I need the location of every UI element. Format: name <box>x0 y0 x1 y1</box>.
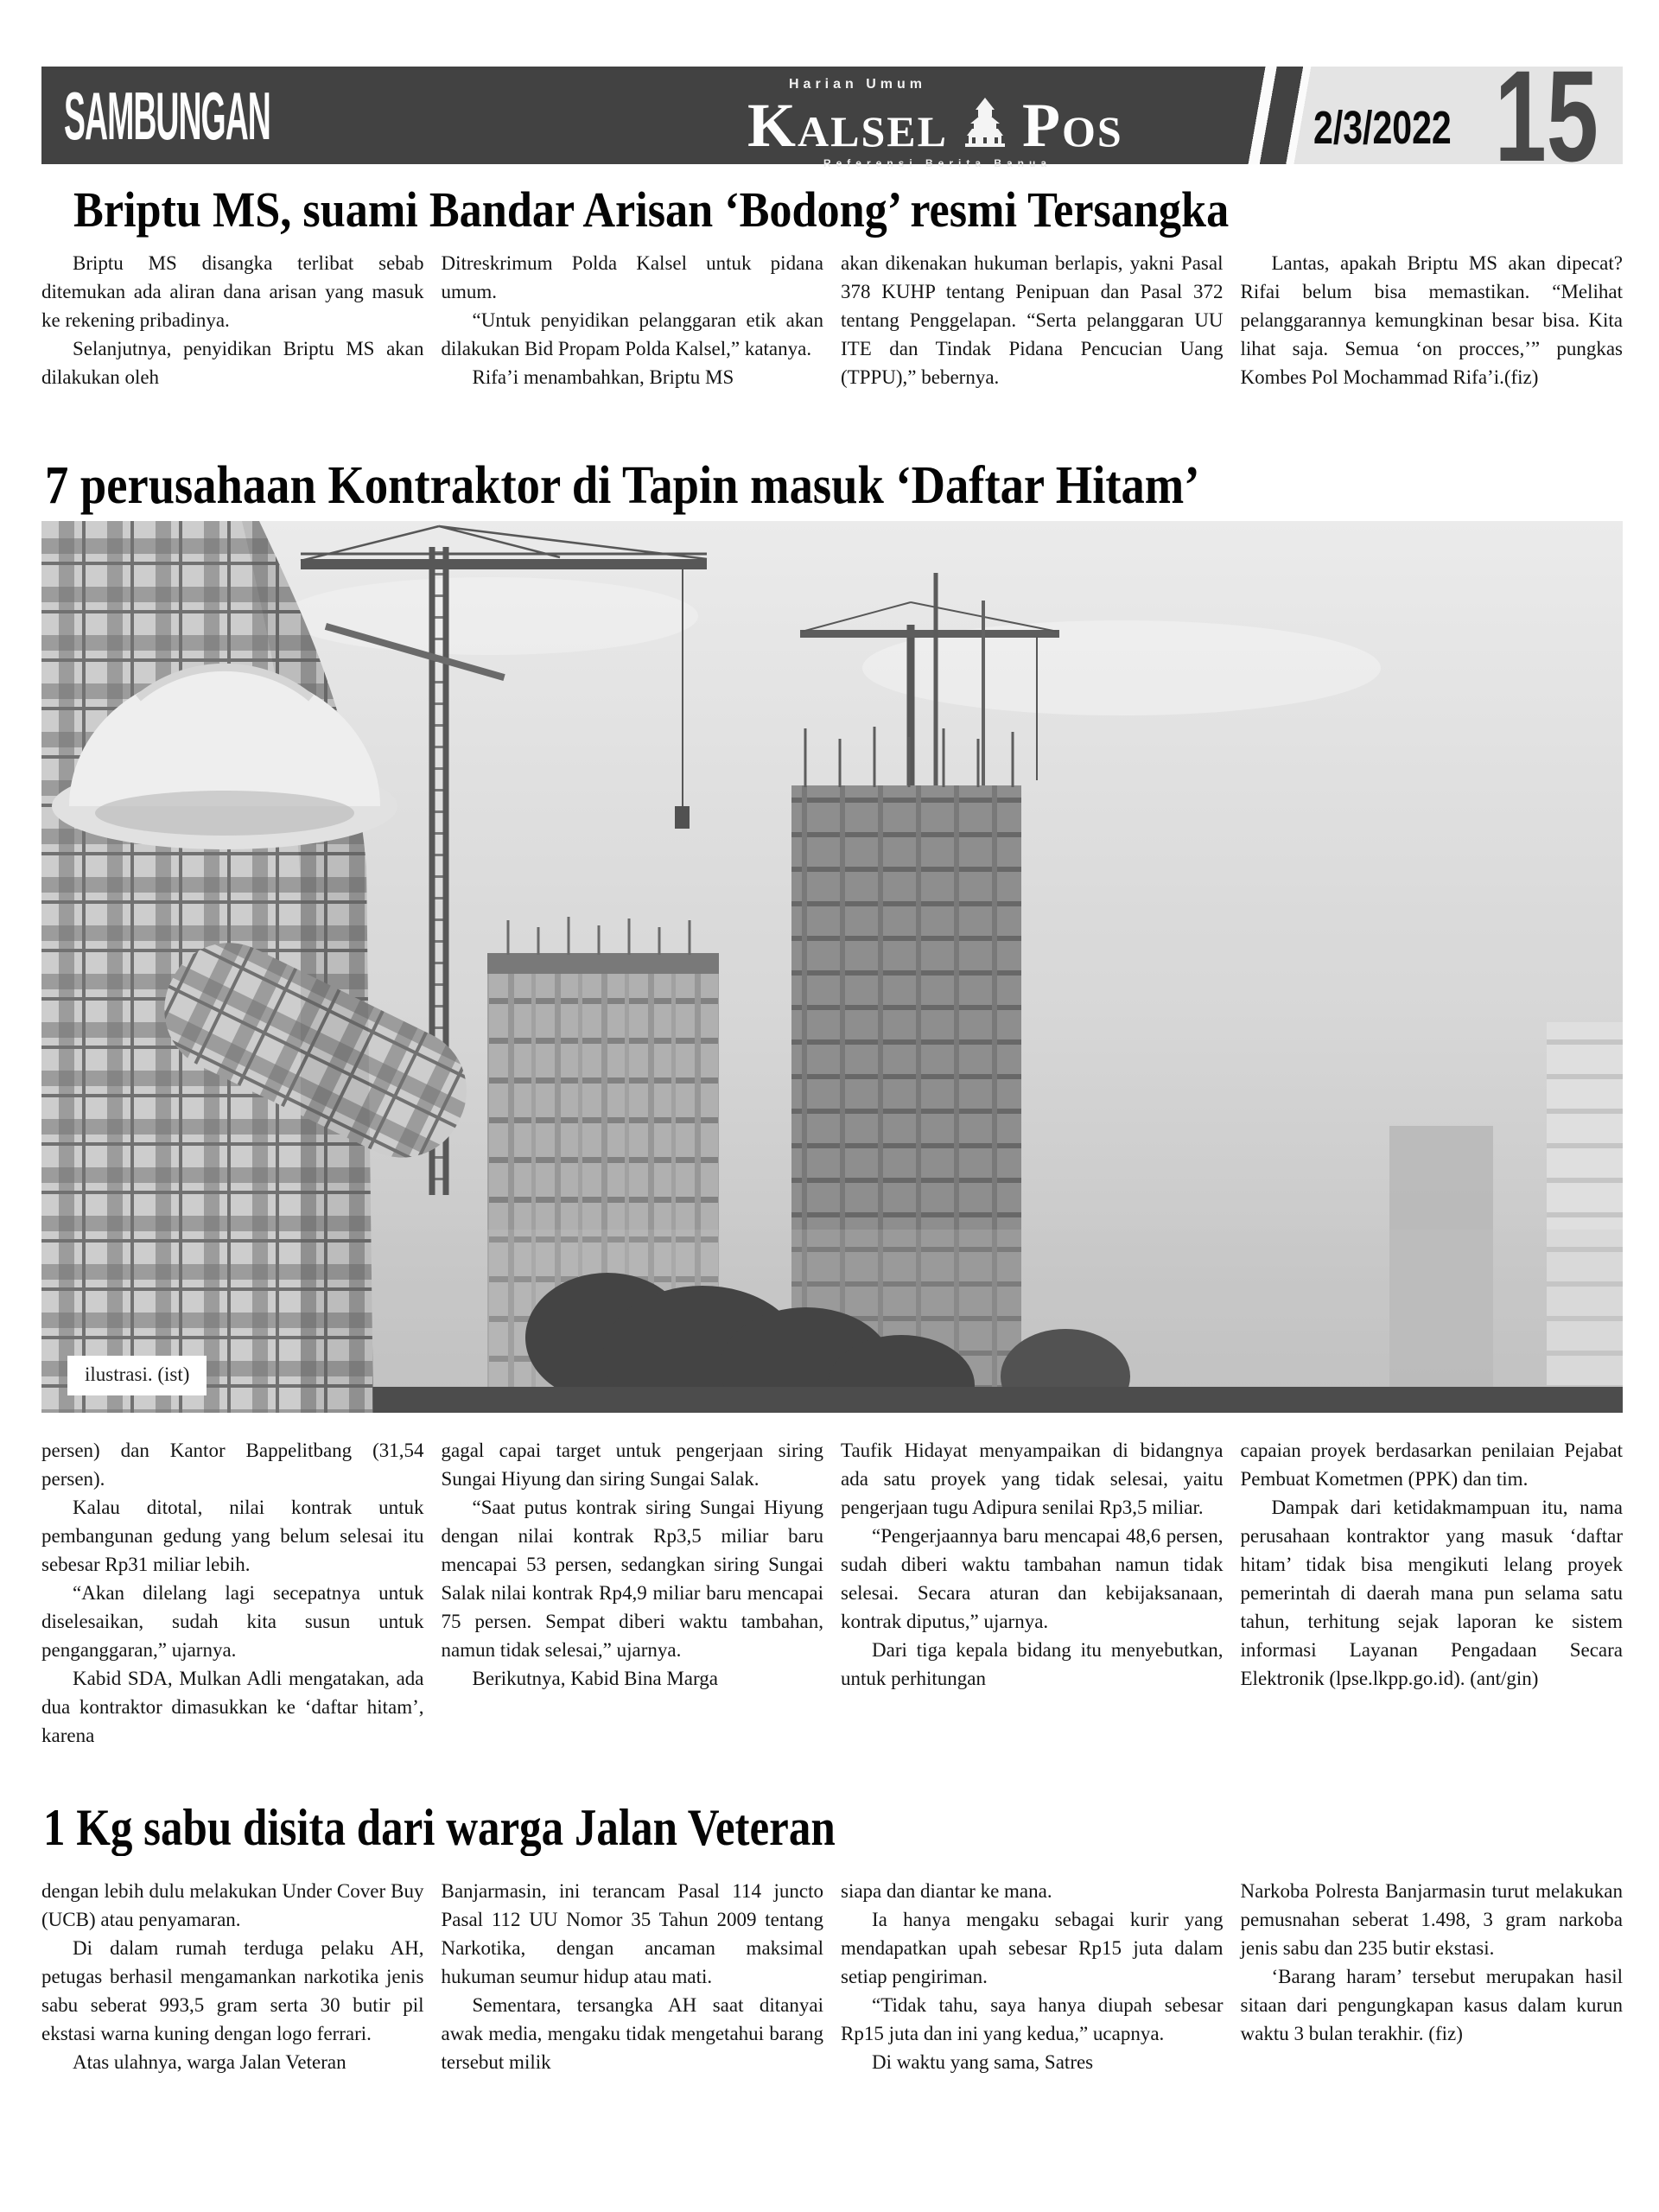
body-paragraph: capaian proyek berdasarkan penilaian Pejabat Pembuat Kometmen (PPK) dan tim. <box>1240 1440 1623 1490</box>
text-column <box>41 1877 424 2076</box>
body-paragraph: Ditreskrimum Polda Kalsel untuk pidana umum. <box>441 252 823 302</box>
body-paragraph: akan dikenakan hukuman berlapis, yakni Pasal 378 KUHP tentang Penipuan dan Pasal 372 tentang Penggelapan. “Serta pelanggaran UU ITE dan Tindak Pidana Pencucian Uang (TPPU),” bebernya. <box>841 252 1224 388</box>
text-column <box>841 249 1224 391</box>
article-2-title: 7 perusahaan Kontraktor di Tapin masuk ‘Daftar Hitam’ <box>45 456 1200 515</box>
text-column <box>841 1877 1224 2076</box>
text-column <box>41 1436 424 1750</box>
masthead-name <box>747 91 1162 160</box>
body-paragraph: Dampak dari ketidakmampuan itu, nama perusahaan kontraktor yang masuk ‘daftar hitam’ tidak bisa mengikuti lelang proyek pemerintah di daerah mana pun selama satu tahun, terhitung sejak laporan ke sistem informasi Layanan Pengadaan Secara Elektronik (lpse.lkpp.go.id). (ant/gin) <box>1240 1497 1623 1689</box>
masthead-tagline-top: Harian Umum <box>789 77 927 92</box>
body-paragraph: Ia hanya mengaku sebagai kurir yang mendapatkan upah sebesar Rp15 juta dalam setiap pengiriman. <box>841 1909 1224 1987</box>
body-paragraph: Banjarmasin, ini terancam Pasal 114 juncto Pasal 112 UU Nomor 35 Tahun 2009 tentang Narkotika, dengan ancaman maksimal hukuman seumur hidup atau mati. <box>441 1880 823 1987</box>
text-column <box>41 249 424 391</box>
construction-photo <box>41 521 1623 1413</box>
article-3-title: 1 Kg sabu disita dari warga Jalan Veteran <box>43 1799 836 1856</box>
text-column <box>442 1436 824 1750</box>
body-paragraph: “Tidak tahu, saya hanya diupah sebesar Rp15 juta dan ini yang kedua,” ucapnya. <box>841 1994 1224 2044</box>
body-paragraph: Di waktu yang sama, Satres <box>872 2051 1094 2073</box>
banjar-house-building-icon <box>960 98 1010 149</box>
body-paragraph: Selanjutnya, penyidikan Briptu MS akan dilakukan oleh <box>41 338 424 388</box>
body-paragraph: persen) dan Kantor Bappelitbang (31,54 persen). <box>41 1440 424 1490</box>
masthead-logo <box>747 72 1162 169</box>
text-column <box>1241 1877 1624 2076</box>
text-column <box>841 1436 1224 1750</box>
article-1-columns <box>41 249 1623 391</box>
body-paragraph: “Akan dilelang lagi secepatnya untuk diselesaikan, sudah kita susun untuk penganggaran,” ujarnya. <box>41 1582 424 1661</box>
masthead-word-pos: Pos <box>1021 91 1123 160</box>
body-paragraph: Sementara, tersangka AH saat ditanyai awak media, mengaku tidak mengetahui barang tersebut milik <box>441 1994 823 2073</box>
masthead-tagline-bottom: Referensi Berita Banua <box>823 157 1052 169</box>
article-2-columns <box>41 1436 1623 1750</box>
text-column <box>442 249 824 391</box>
photo-caption: ilustrasi. (ist) <box>67 1356 207 1395</box>
body-paragraph: Kabid SDA, Mulkan Adli mengatakan, ada dua kontraktor dimasukkan ke ‘daftar hitam’, karena <box>41 1668 424 1746</box>
page-header <box>41 42 1623 188</box>
section-title: SAMBUNGAN <box>64 77 270 154</box>
body-paragraph: Briptu MS disangka terlibat sebab ditemukan ada aliran dana arisan yang masuk ke rekening pribadinya. <box>41 252 424 331</box>
body-paragraph: Berikutnya, Kabid Bina Marga <box>472 1668 718 1689</box>
text-column <box>442 1877 824 2076</box>
body-paragraph: Taufik Hidayat menyampaikan di bidangnya ada satu proyek yang tidak selesai, yaitu pengerjaan tugu Adipura senilai Rp3,5 miliar. <box>841 1440 1224 1518</box>
body-paragraph: siapa dan diantar ke mana. <box>841 1880 1052 1902</box>
body-paragraph: Narkoba Polresta Banjarmasin turut melakukan pemusnahan seberat 1.498, 3 gram narkoba jenis sabu dan 235 butir ekstasi. <box>1240 1880 1623 1959</box>
body-paragraph: “Saat putus kontrak siring Sungai Hiyung dengan nilai kontrak Rp3,5 miliar baru mencapai 53 persen, sedangkan siring Sungai Salak nilai kontrak Rp4,9 miliar baru mencapai 75 persen. Sempat diberi waktu tambahan, namun tidak selesai,” ujarnya. <box>441 1497 823 1661</box>
body-paragraph: Atas ulahnya, warga Jalan Veteran <box>73 2051 346 2073</box>
text-column <box>1241 249 1624 391</box>
edition-date: 2/3/2022 <box>1313 102 1452 154</box>
body-paragraph: Di dalam rumah terduga pelaku AH, petugas berhasil mengamankan narkotika jenis sabu seberat 993,5 gram serta 30 butir pil ekstasi warna kuning dengan logo ferrari. <box>41 1937 424 2044</box>
masthead-word-kalsel: Kalsel <box>747 91 948 160</box>
body-paragraph: Lantas, apakah Briptu MS akan dipecat? Rifai belum bisa memastikan. “Melihat pelanggarannya kemungkinan besar bisa. Kita lihat saja. Semua ‘on procces,’” pungkas Kombes Pol Mochammad Rifa’i.(fiz) <box>1240 252 1623 388</box>
body-paragraph: “Untuk penyidikan pelanggaran etik akan dilakukan Bid Propam Polda Kalsel,” katanya. <box>441 309 823 359</box>
construction-photo-art <box>41 521 1623 1413</box>
body-paragraph: gagal capai target untuk pengerjaan siring Sungai Hiyung dan siring Sungai Salak. <box>441 1440 823 1490</box>
text-column <box>1241 1436 1624 1750</box>
body-paragraph: “Pengerjaannya baru mencapai 48,6 persen, sudah diberi waktu tambahan namun tidak selesai. Secara aturan dan kebijaksanaan, kontrak diputus,” ujarnya. <box>841 1525 1224 1632</box>
body-paragraph: Kalau ditotal, nilai kontrak untuk pembangunan gedung yang belum selesai itu sebesar Rp31 miliar lebih. <box>41 1497 424 1575</box>
body-paragraph: Rifa’i menambahkan, Briptu MS <box>472 366 734 388</box>
page-number: 15 <box>1494 42 1599 188</box>
body-paragraph: dengan lebih dulu melakukan Under Cover Buy (UCB) atau penyamaran. <box>41 1880 424 1930</box>
article-1-title: Briptu MS, suami Bandar Arisan ‘Bodong’ resmi Tersangka <box>73 181 1230 238</box>
article-3-columns <box>41 1877 1623 2076</box>
body-paragraph: ‘Barang haram’ tersebut merupakan hasil sitaan dari pengungkapan kasus dalam kurun waktu 3 bulan terakhir. (fiz) <box>1240 1966 1623 2044</box>
body-paragraph: Dari tiga kepala bidang itu menyebutkan, untuk perhitungan <box>841 1639 1224 1689</box>
